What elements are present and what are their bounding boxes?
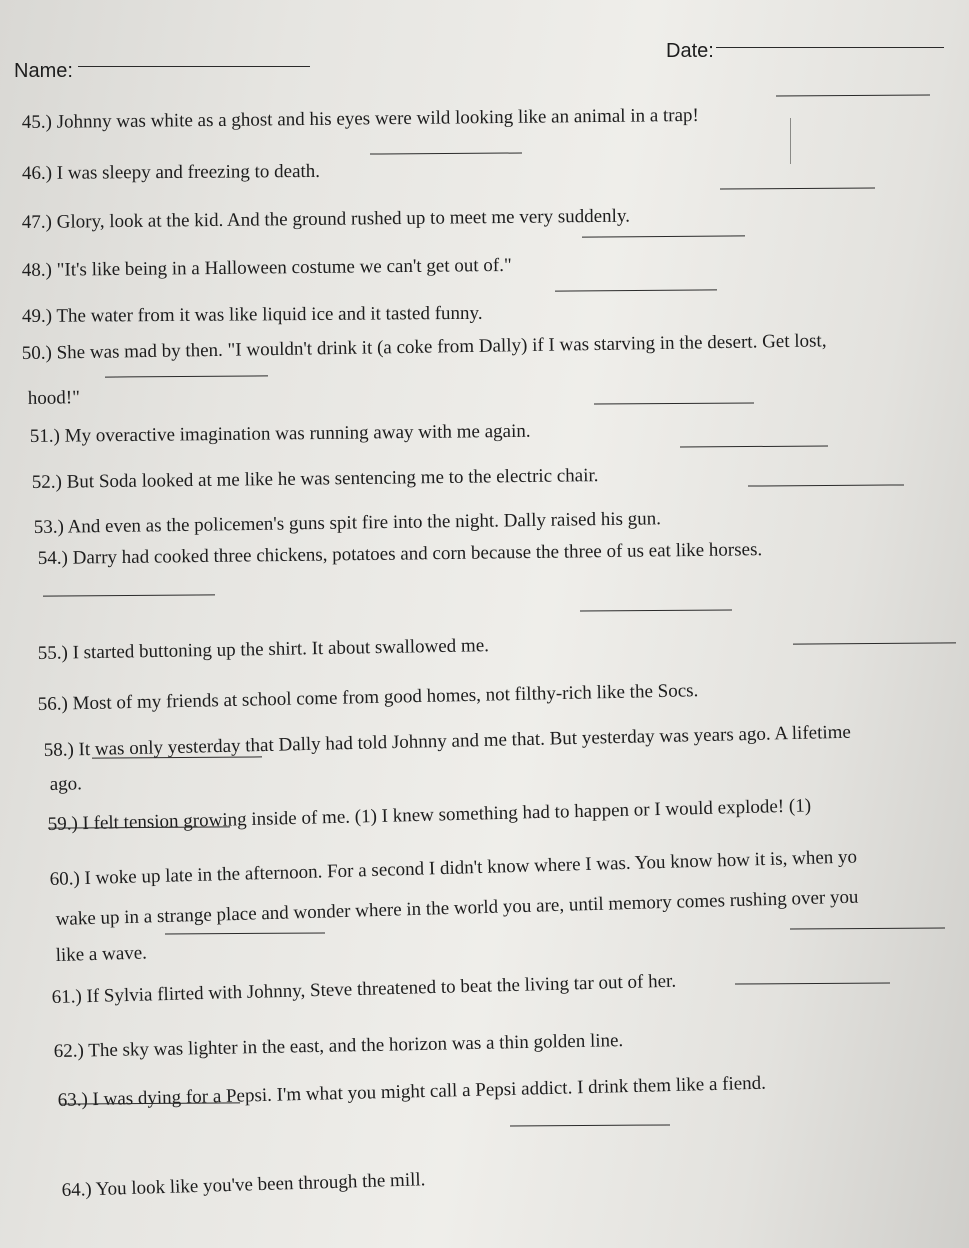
question-number: 62.) bbox=[53, 1040, 89, 1063]
question-number: 55.) bbox=[37, 642, 73, 665]
question-61 bbox=[51, 971, 676, 1009]
answer-line[interactable] bbox=[793, 642, 956, 644]
answer-line[interactable] bbox=[370, 152, 522, 154]
question-56 bbox=[38, 680, 699, 716]
question-49 bbox=[22, 303, 483, 328]
question-54 bbox=[38, 539, 763, 570]
question-text: The water from it was like liquid ice and it tasted funny. bbox=[56, 302, 483, 327]
question-text: Most of my friends at school come from good homes, not filthy-rich like the Socs. bbox=[72, 680, 699, 715]
question-text: "It's like being in a Halloween costume we can't get out of." bbox=[56, 254, 512, 281]
question-text: And even as the policemen's guns spit fire into the night. Dally raised his gun. bbox=[67, 508, 662, 538]
question-50 bbox=[22, 330, 827, 365]
question-50-continued: hood!" bbox=[27, 387, 81, 410]
question-text: My overactive imagination was running away with me again. bbox=[64, 420, 531, 447]
question-text: Johnny was white as a ghost and his eyes were wild looking like an animal in a trap! bbox=[56, 104, 699, 133]
question-text: I started buttoning up the shirt. It about swallowed me. bbox=[72, 635, 490, 664]
question-53 bbox=[34, 508, 661, 539]
question-55 bbox=[38, 635, 489, 665]
question-number: 49.) bbox=[21, 305, 57, 328]
question-number: 50.) bbox=[21, 342, 57, 365]
question-number: 61.) bbox=[51, 986, 87, 1009]
question-47 bbox=[22, 206, 630, 234]
answer-line[interactable] bbox=[680, 445, 828, 447]
question-59 bbox=[47, 795, 811, 836]
answer-line[interactable] bbox=[748, 484, 904, 486]
answer-line[interactable] bbox=[165, 932, 325, 934]
question-number: 52.) bbox=[31, 471, 67, 494]
answer-line[interactable] bbox=[776, 94, 930, 96]
margin-mark bbox=[790, 118, 791, 164]
question-text: She was mad by then. "I wouldn't drink it (a coke from Dally) if I was starving in the desert. Get lost, bbox=[56, 330, 827, 364]
question-58-continued: ago. bbox=[49, 773, 83, 796]
question-text: The sky was lighter in the east, and the horizon was a thin golden line. bbox=[88, 1030, 624, 1062]
answer-line[interactable] bbox=[43, 594, 215, 596]
answer-line[interactable] bbox=[580, 609, 732, 611]
question-text: You look like you've been through the mill. bbox=[95, 1169, 426, 1200]
question-text: Glory, look at the kid. And the ground rushed up to meet me very suddenly. bbox=[56, 205, 631, 233]
question-text: It was only yesterday that Dally had told Johnny and me that. But yesterday was years ago. A lifetime bbox=[78, 721, 852, 761]
question-63 bbox=[57, 1073, 766, 1112]
question-62 bbox=[54, 1030, 624, 1063]
question-48 bbox=[22, 255, 512, 282]
answer-line[interactable] bbox=[582, 235, 745, 237]
question-number: 51.) bbox=[29, 425, 65, 448]
question-number: 45.) bbox=[21, 111, 57, 134]
name-label: Name: bbox=[14, 60, 73, 82]
question-text: I felt tension growing inside of me. (1) I knew something had to happen or I would explode! (1) bbox=[82, 795, 812, 835]
question-64 bbox=[61, 1169, 425, 1202]
question-46 bbox=[22, 161, 320, 185]
name-field[interactable] bbox=[78, 66, 310, 67]
answer-line[interactable] bbox=[105, 375, 268, 377]
question-text: But Soda looked at me like he was sentencing me to the electric chair. bbox=[66, 465, 599, 493]
question-text: Darry had cooked three chickens, potatoes and corn because the three of us eat like horses. bbox=[72, 539, 763, 569]
question-text: I was sleepy and freezing to death. bbox=[56, 160, 321, 184]
question-number: 58.) bbox=[43, 739, 79, 762]
question-number: 48.) bbox=[21, 259, 57, 282]
answer-line[interactable] bbox=[735, 982, 890, 984]
question-number: 64.) bbox=[61, 1178, 97, 1202]
question-58 bbox=[44, 722, 852, 762]
question-60-continued: wake up in a strange place and wonder where in the world you are, until memory comes rushing over you bbox=[55, 886, 859, 931]
question-number: 53.) bbox=[33, 516, 68, 539]
answer-line[interactable] bbox=[555, 289, 717, 291]
answer-line[interactable] bbox=[720, 187, 875, 189]
date-field[interactable] bbox=[716, 47, 944, 48]
answer-line[interactable] bbox=[510, 1124, 670, 1126]
question-text: I woke up late in the afternoon. For a second I didn't know where I was. You know how it is, when yo bbox=[84, 846, 858, 890]
date-label: Date: bbox=[666, 40, 714, 62]
question-number: 56.) bbox=[37, 693, 73, 716]
question-number: 59.) bbox=[47, 813, 83, 836]
question-number: 46.) bbox=[21, 162, 57, 185]
question-51 bbox=[30, 421, 531, 448]
answer-line[interactable] bbox=[594, 402, 754, 404]
question-52 bbox=[32, 465, 599, 494]
question-45 bbox=[22, 105, 699, 134]
answer-line[interactable] bbox=[790, 927, 945, 929]
question-text: I was dying for a Pepsi. I'm what you might call a Pepsi addict. I drink them like a fiend. bbox=[92, 1072, 767, 1111]
question-text: If Sylvia flirted with Johnny, Steve threatened to beat the living tar out of her. bbox=[86, 970, 677, 1008]
question-60 bbox=[49, 846, 857, 891]
question-60-continued: like a wave. bbox=[55, 942, 148, 967]
question-number: 47.) bbox=[21, 211, 57, 234]
question-number: 60.) bbox=[49, 868, 85, 891]
question-number: 54.) bbox=[37, 547, 73, 570]
question-number: 63.) bbox=[57, 1089, 93, 1112]
